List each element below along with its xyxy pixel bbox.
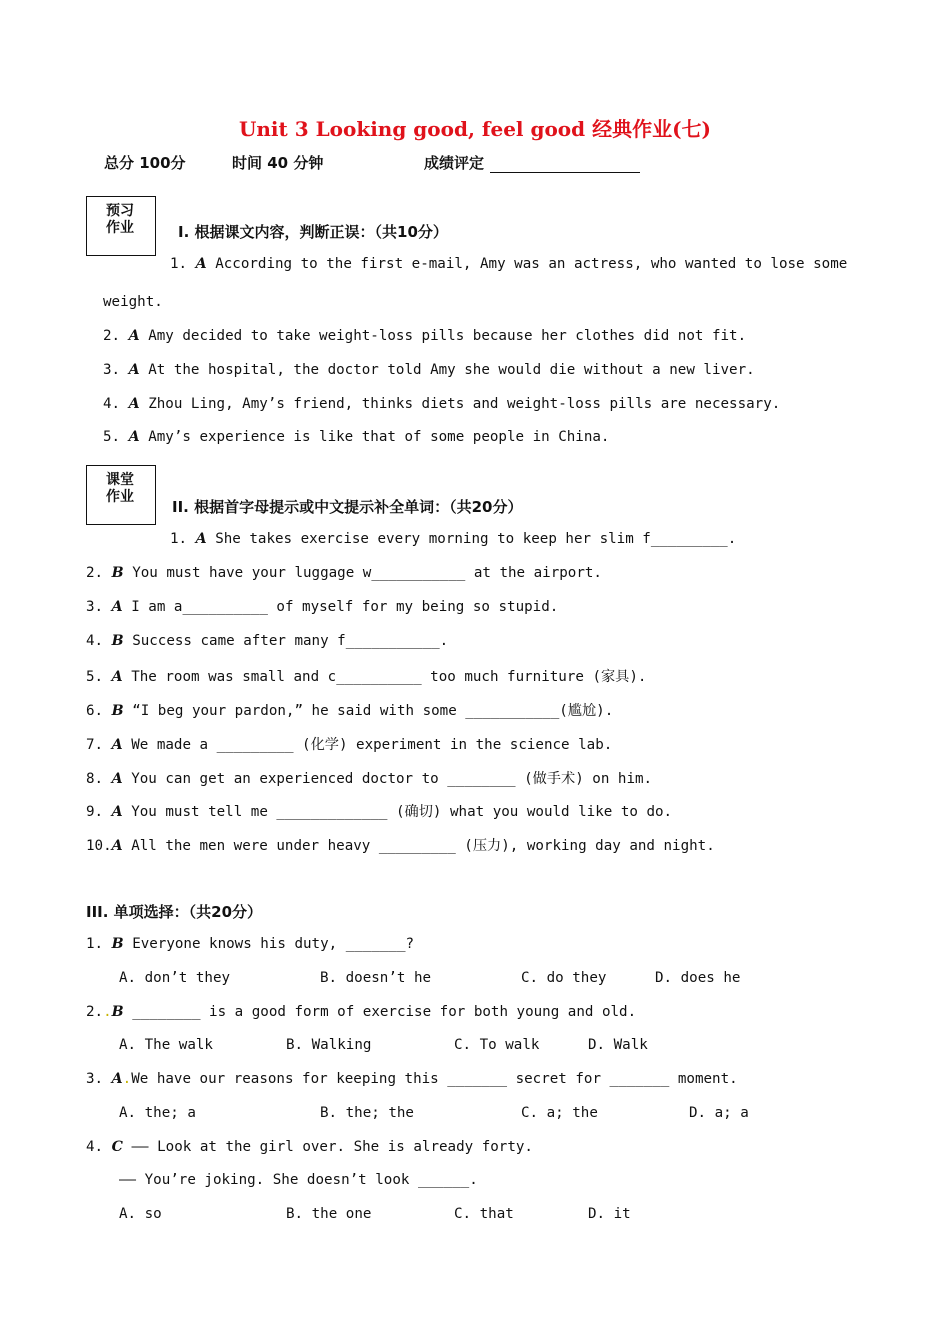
list-item [103,328,746,344]
list-item [103,294,163,310]
item-answer: A [111,838,123,854]
option: D. it [588,1206,631,1222]
yellow-dot: . [122,1071,132,1087]
option: D. does he [655,970,741,986]
item-answer: B [111,703,124,719]
list-item [86,599,558,615]
section-2-heading: II. 根据首字母提示或中文提示补全单词：（共20分） [172,498,523,516]
list-item [86,768,652,788]
box-line-2: 作业 [106,489,134,505]
item-number: 4. [103,396,121,412]
grade-field [424,152,640,173]
list-item [86,633,448,649]
option: A. don’t they [119,970,231,986]
list-item [86,801,672,821]
question-text: We have our reasons for keeping this _______ secret for _______ moment. [131,1071,738,1087]
question-line-2: —— You’re joking. She doesn’t look ______. [119,1172,478,1188]
item-text: Amy’s experience is like that of some people in China. [148,429,610,445]
item-answer: A [128,362,140,378]
item-answer: B [111,565,124,581]
list-item [103,429,609,445]
question-answer: A [111,1071,123,1087]
section-3-heading: III. 单项选择：（共20分） [86,903,263,921]
list-item [170,256,847,272]
option: C. that [454,1206,514,1222]
question [86,936,414,952]
item-answer: A [111,771,123,787]
item-answer: A [128,396,140,412]
question [86,1139,533,1155]
option: A. the; a [119,1105,196,1121]
list-item [86,835,715,855]
total-score: 总分 100分 [104,154,186,172]
item-answer: B [111,633,124,649]
page-title: Unit 3 Looking good, feel good 经典作业(七) [238,117,712,141]
question-text: —— Look at the girl over. She is already forty. [131,1139,533,1155]
item-number: 5. [103,429,121,445]
box-line-1: 预习 [106,203,134,219]
item-number: 2. [103,328,121,344]
option: C. To walk [454,1037,540,1053]
item-answer: A [128,429,140,445]
list-item [86,565,602,581]
item-answer: A [111,669,123,685]
section-1-heading: I. 根据课文内容，判断正误：（共10分） [178,223,448,241]
item-text: All the men were under heavy _________ (压力), working day and night. [131,838,715,854]
item-number: 5. [86,669,104,685]
item-answer: A [128,328,140,344]
box-line-1: 课堂 [106,472,134,488]
item-text: I am a__________ of myself for my being so stupid. [131,599,559,615]
item-text: weight. [103,294,163,310]
list-item [170,531,736,547]
item-answer: A [111,599,123,615]
list-item [86,666,646,686]
item-number: 4. [86,633,104,649]
item-text: She takes exercise every morning to keep her slim f_________. [215,531,737,547]
item-text: “I beg your pardon,” he said with some ___________(尴尬). [132,703,614,719]
item-text: Success came after many f___________. [132,633,449,649]
question [86,1004,636,1020]
time-limit: 时间 40 分钟 [232,154,324,172]
question-answer: B [111,1004,124,1020]
question-number: 3. [86,1071,104,1087]
list-item [86,700,613,720]
item-text: You must tell me _____________ (确切) what you would like to do. [131,804,673,820]
item-number: 1. [170,256,188,272]
class-homework-box [86,465,156,525]
item-number: 8. [86,771,104,787]
option: B. Walking [286,1037,372,1053]
grade-blank [490,158,640,173]
option: C. a; the [521,1105,598,1121]
item-number: 2. [86,565,104,581]
item-number: 9. [86,804,104,820]
item-number: 3. [86,599,104,615]
item-text: You must have your luggage w___________ at the airport. [132,565,602,581]
preview-homework-box [86,196,156,256]
item-text: You can get an experienced doctor to ________ (做手术) on him. [131,771,653,787]
list-item [86,734,612,754]
question-answer: C [111,1139,123,1155]
item-number: 7. [86,737,104,753]
question-text: Everyone knows his duty, _______? [132,936,415,952]
option: B. the one [286,1206,372,1222]
item-number: 10. [86,838,112,854]
item-answer: A [195,531,207,547]
item-number: 3. [103,362,121,378]
item-number: 6. [86,703,104,719]
question-text: ________ is a good form of exercise for both young and old. [132,1004,637,1020]
question-number: 2. [86,1004,104,1020]
item-number: 1. [170,531,188,547]
item-text: At the hospital, the doctor told Amy she would die without a new liver. [148,362,755,378]
item-text: The room was small and c__________ too much furniture (家具). [131,669,647,685]
question-number: 4. [86,1139,104,1155]
option: B. the; the [320,1105,414,1121]
option: A. so [119,1206,162,1222]
question-answer: B [111,936,124,952]
item-answer: A [111,737,123,753]
yellow-dot: . [103,1004,112,1020]
item-text: Zhou Ling, Amy’s friend, thinks diets and weight-loss pills are necessary. [148,396,781,412]
option: A. The walk [119,1037,213,1053]
list-item [103,396,780,412]
item-text: Amy decided to take weight-loss pills because her clothes did not fit. [148,328,747,344]
option: B. doesn’t he [320,970,432,986]
item-answer: A [111,804,123,820]
grade-label: 成绩评定 [424,154,485,172]
item-text: We made a _________ (化学) experiment in the science lab. [131,737,613,753]
list-item [103,362,755,378]
option: C. do they [521,970,607,986]
option: D. a; a [689,1105,749,1121]
question [86,1071,738,1087]
question-number: 1. [86,936,104,952]
option: D. Walk [588,1037,648,1053]
box-line-2: 作业 [106,220,134,236]
item-text: According to the first e-mail, Amy was an actress, who wanted to lose some [215,256,848,272]
item-answer: A [195,256,207,272]
